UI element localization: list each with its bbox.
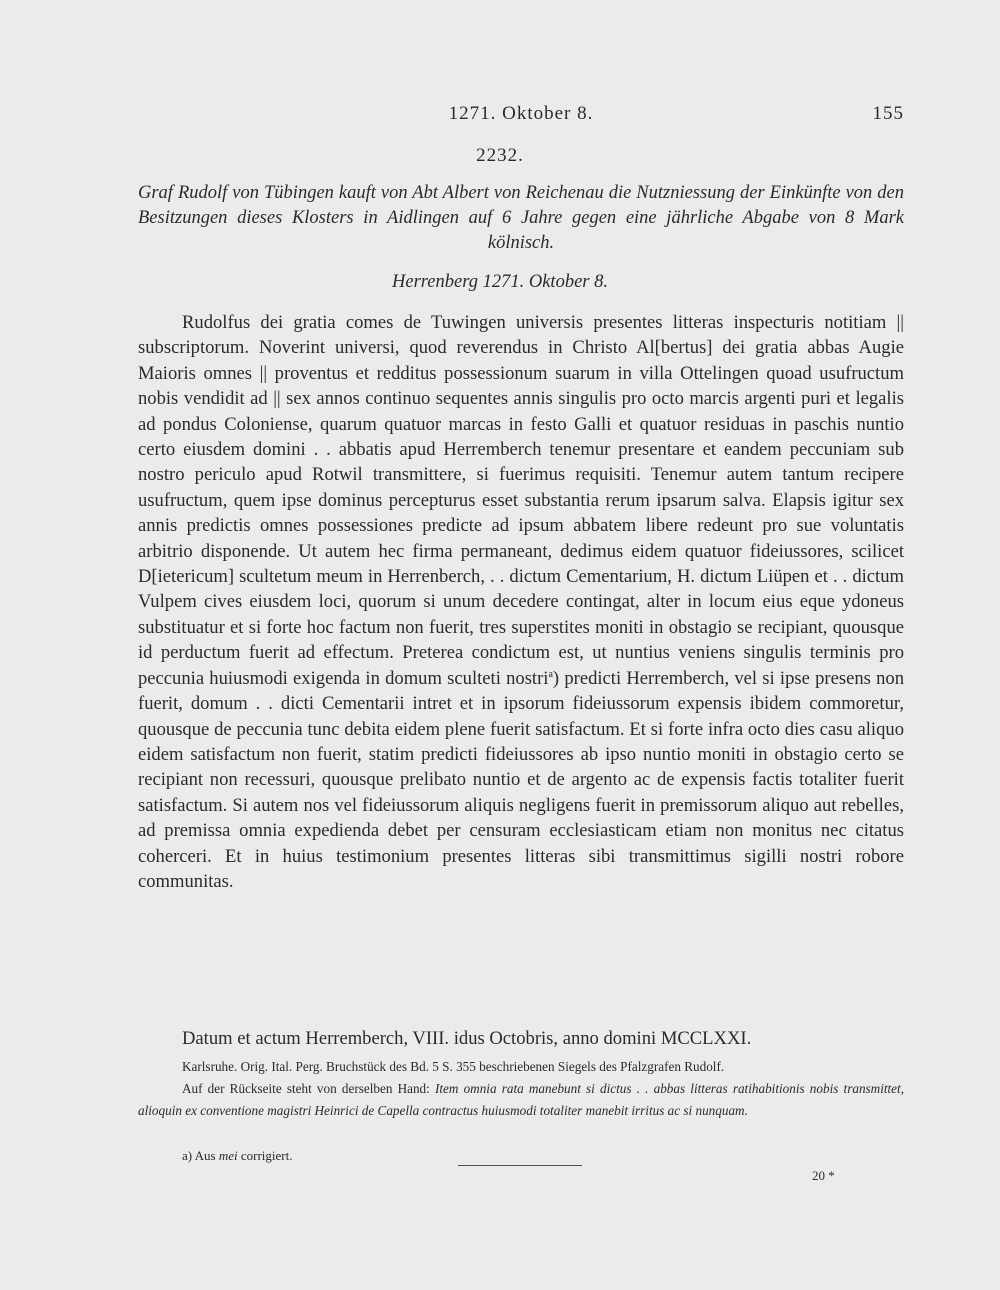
- printer-signature: 20 *: [812, 1168, 835, 1183]
- footnote-mark: a) Aus: [182, 1148, 216, 1163]
- source-note: Karlsruhe. Orig. Ital. Perg. Bruchstück des Bd. 5 S. 355 beschriebenen Siegels des Pfalzgrafen Rudolf.: [182, 1059, 725, 1074]
- footnote-divider: [458, 1165, 582, 1166]
- running-head-date: 1271. Oktober 8.: [448, 103, 594, 124]
- charter-text-continued: ) predicti Herremberch, vel si ipse presens non fuerit, domum . . dicti Cementarii intret et in ipsorum fideiussorum expensis ibidem commoretur, quousque de peccunia tunc debita eidem plene fuerit satisfactum. Et si forte infra octo dies casu aliquo eidem satisfactum non fuerit, statim predicti fideiussores ab ipso nuntio moniti in obstagio certo se recipiant non recessuri, quousque prelibato nuntio et de argento ac de expensis factis totaliter fuerit satisfactum. Si autem nos vel fideiussorum aliquis negligens fuerit in premissorum aliquo aut rebelles, ad premissa omnia expedienda debet per censuram ecclesiasticam etiam non monitus nec citatus coherceri. Et in huius testimonium presentes litteras sibi transmittimus sigilli nostri robore communitas.: [138, 667, 905, 892]
- charter-paragraph: [138, 310, 904, 894]
- charter-text: [138, 310, 904, 894]
- charter-text-main: Rudolfus dei gratia comes de Tuwingen universis presentes litteras inspecturis notitiam || subscriptorum. Noverint universi, quod reverendus in Christo Al[bertus] dei gratia abbas Augie Maioris omnes || proventus et redditus possessionum suarum in villa Ottelingen quoad usufructum nobis vendidit ad || sex annos continuo sequentes annis singulis pro octo marcis argenti puri et legalis ad pondus Coloniense, quarum quatuor marcas in festo Galli et quatuor residuas in paschis nuntio certo eiusdem domini . . abbatis apud Herremberch tenemur presentare et eandem peccuniam sub nostro periculo apud Rotwil transmittere, si fuerimus requisiti. Tenemur autem tantum recipere usufructum, quem ipse dominus percepturus esset substantia rerum ipsarum salva. Elapsis igitur sex annis predictis omnes possessiones predicte ad ipsum abbatem libere redeunt pro sue voluntatis arbitrio disponende. Ut autem hec firma permaneant, dedimus eidem quatuor fideiussores, scilicet D[ietericum] scultetum meum in Herrenberch, . . dictum Cementarium, H. dictum Liüpen et . . dictum Vulpem cives eiusdem loci, quorum si unum decedere contingat, alter in locum eius eque ydoneus substituatur et si forte hoc factum non fuerit, tres superstites moniti in obstagio se recipiant, quousque id perductum fuerit ad effectum. Preterea condictum est, ut nuntius veniens singulis terminis pro peccunia huiusmodi exigenda in domum sculteti nostri: [138, 312, 904, 689]
- place-date-heading: Herrenberg 1271. Oktober 8.: [392, 272, 608, 292]
- document-number: 2232.: [476, 145, 524, 166]
- footnote-rest: corrigiert.: [240, 1148, 293, 1163]
- page-number: 155: [872, 103, 904, 124]
- footnote-a: [182, 1148, 293, 1164]
- footnote-word: mei: [218, 1148, 238, 1163]
- dorsal-intro: Auf der Rückseite steht von derselben Hand:: [182, 1081, 430, 1096]
- editorial-notes: [138, 1056, 904, 1122]
- dorsal-note: [138, 1078, 904, 1122]
- dating-clause: Datum et actum Herremberch, VIII. idus Octobris, anno domini MCCLXXI.: [182, 1028, 752, 1049]
- dorsal-text: Item omnia rata manebunt si dictus . . abbas litteras ratihabitionis nobis transmittet, alioquin ex conventione magistri Heinrici de Capella contractus huiusmodi totaliter manebit irritus ac si nunquam.: [138, 1081, 904, 1118]
- running-head: [138, 103, 904, 133]
- footnote-marker: a: [548, 668, 553, 680]
- regest-summary: Graf Rudolf von Tübingen kauft von Abt Albert von Reichenau die Nutzniessung der Einkünfte von den Besitzungen dieses Klosters in Aidlingen auf 6 Jahre gegen eine jährliche Abgabe von 8 Mark kölnisch.: [138, 183, 904, 253]
